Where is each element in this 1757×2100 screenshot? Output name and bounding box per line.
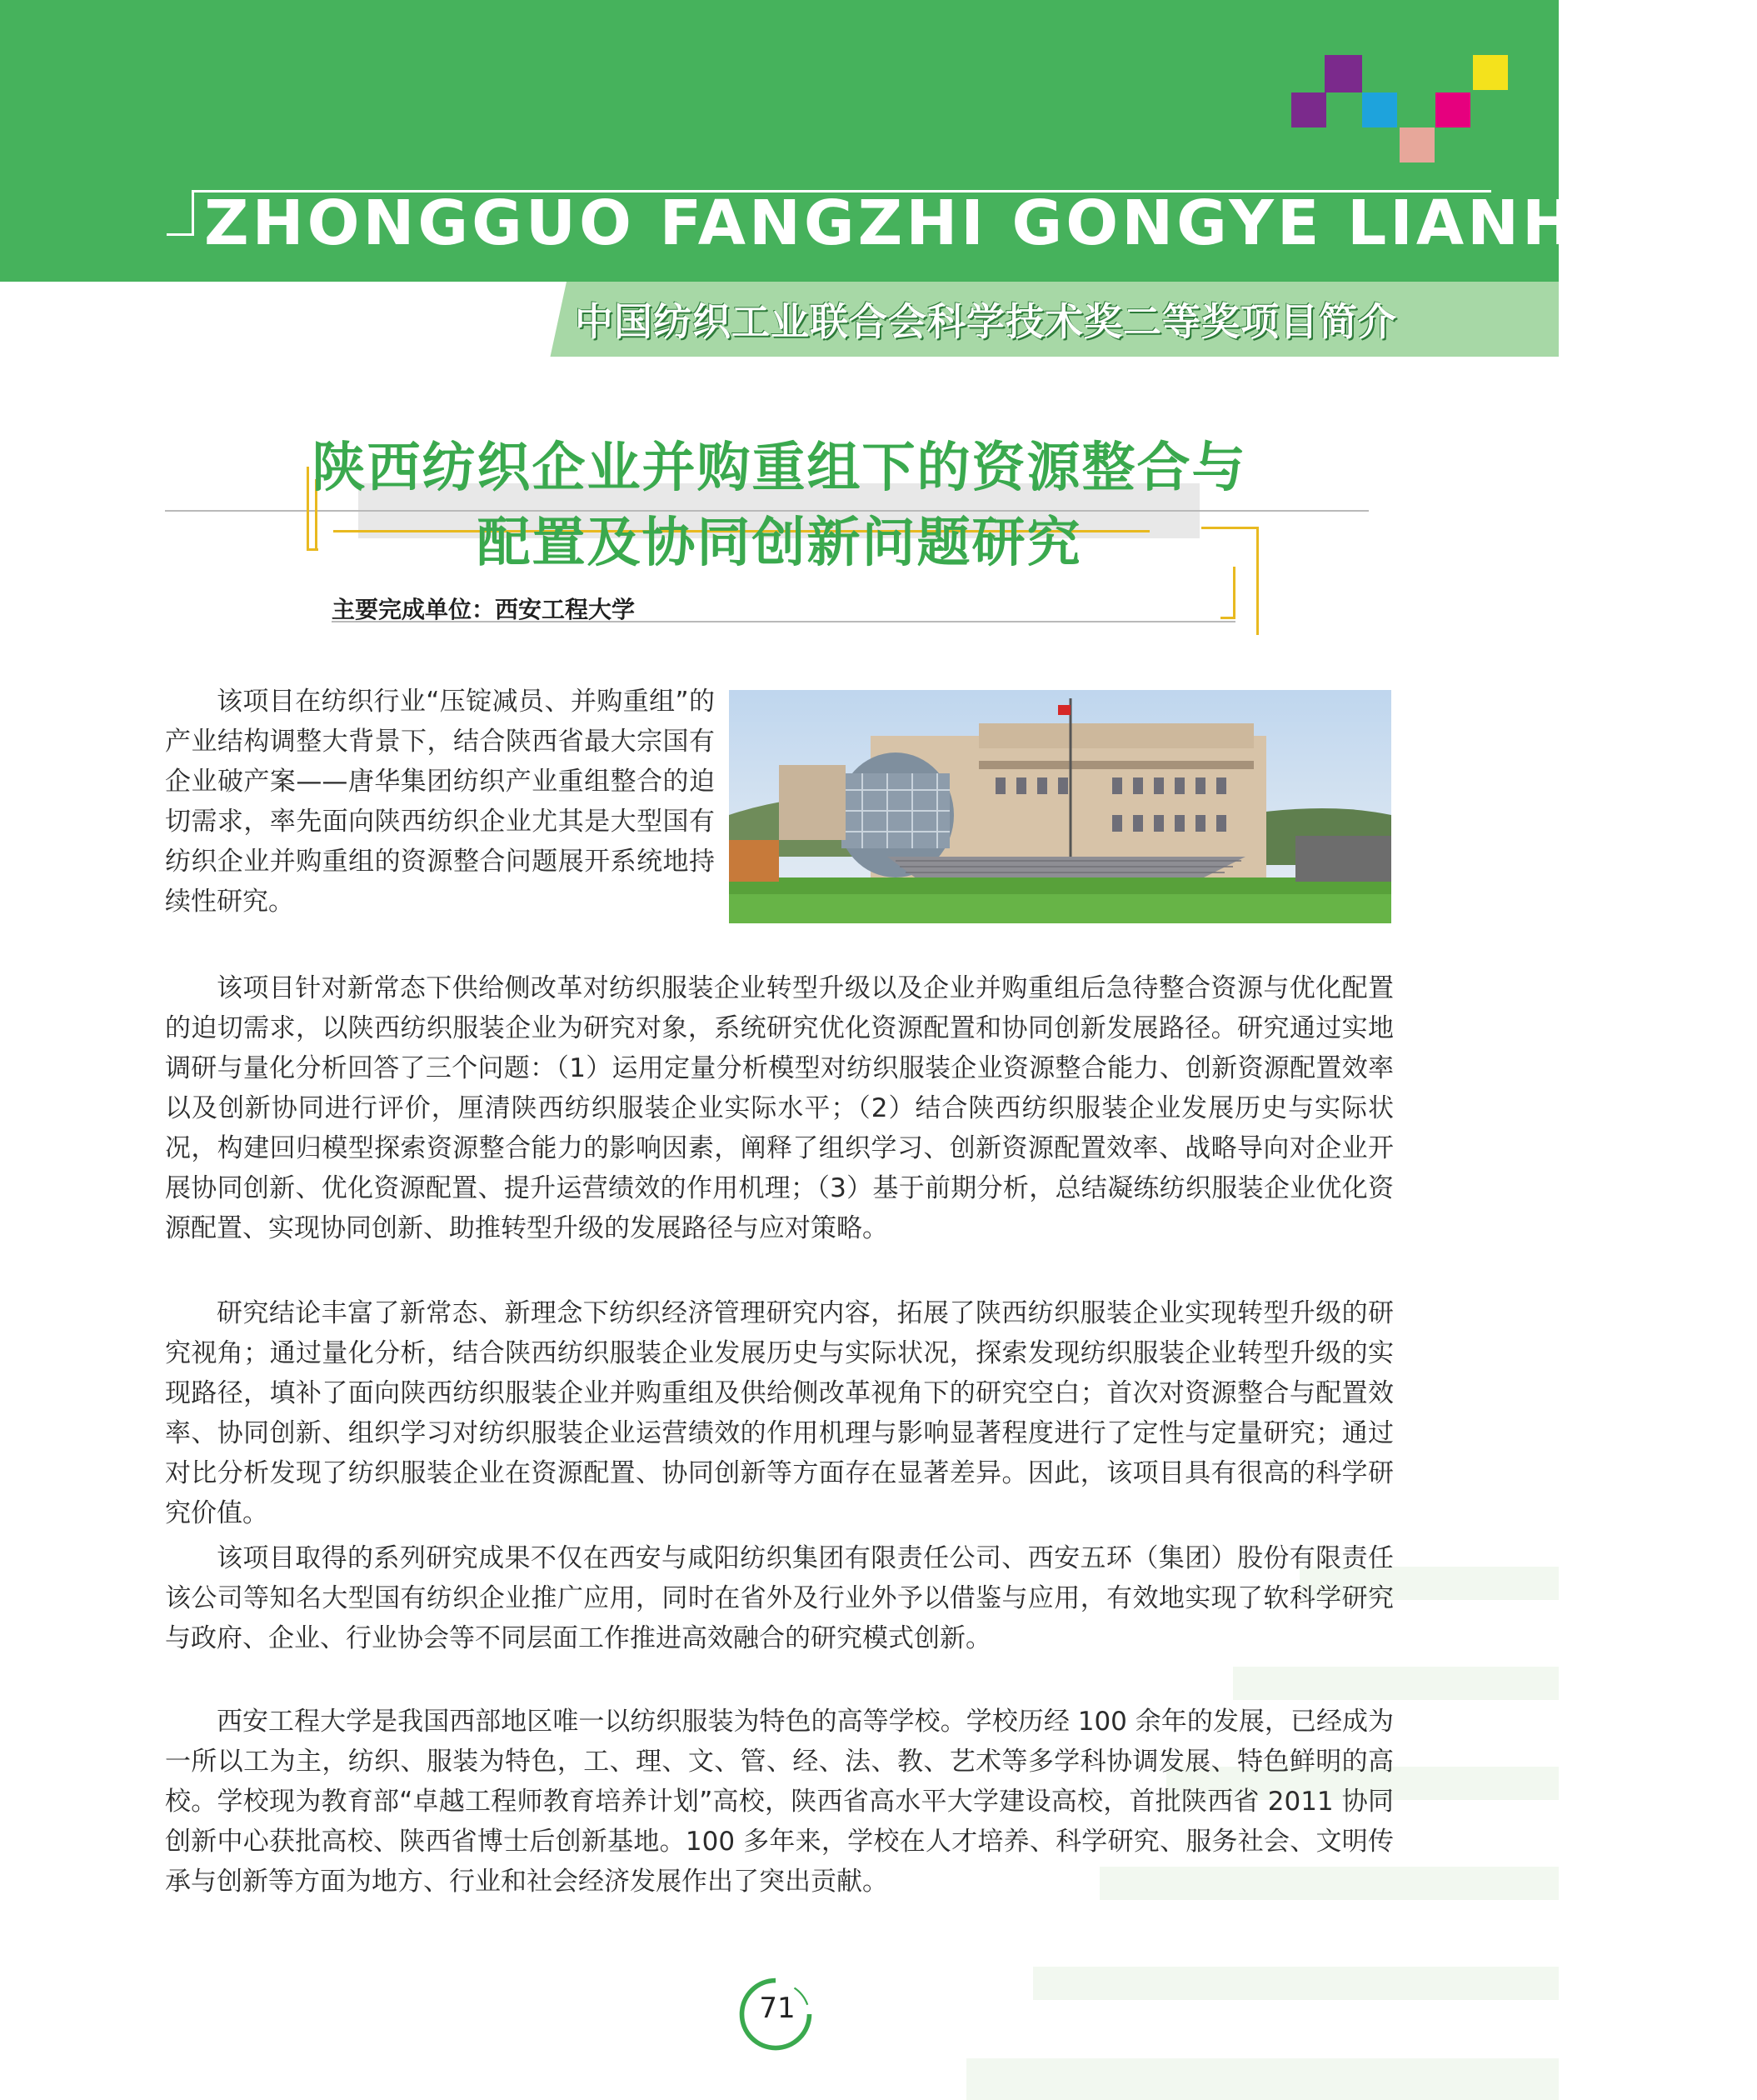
paragraph-3: 研究结论丰富了新常态、新理念下纺织经济管理研究内容，拓展了陕西纺织服装企业实现转型升级的研究视角；通过量化分析，结合陕西纺织服装企业发展历史与实际状况，探索发现纺织服装企业转型升级的实现路径，填补了面向陕西纺织服装企业并购重组及供给侧改革视角下的研究空白；首次对资源整合与配置效率、协同创新、组织学习对纺织服装企业运营绩效的作用机理与影响显著程度进行了定性与定量研究；通过对比分析发现了纺织服装企业在资源配置、协同创新等方面存在显著差异。因此，该项目具有很高的科学研究价值。 — [165, 1298, 1394, 1528]
article-title-line2: 配置及协同创新问题研究 — [477, 512, 1082, 574]
bg-stair-2 — [1233, 1667, 1559, 1700]
paragraph-2: 该项目针对新常态下供给侧改革对纺织服装企业转型升级以及企业并购重组后急待整合资源与优化配置的迫切需求，以陕西纺织服装企业为研究对象，系统研究优化资源配置和协同创新发展路径。研究通过实地调研与量化分析回答了三个问题：（1）运用定量分析模型对纺织服装企业资源整合能力、创新资源配置效率以及创新协同进行评价，厘清陕西纺织服装企业实际水平；（2）结合陕西纺织服装企业发展历史与实际状况，构建回归模型探索资源整合能力的影响因素，阐释了组织学习、创新资源配置效率、战略导向对企业开展协同创新、优化资源配置、提升运营绩效的作用机理；（3）基于前期分析，总结凝练纺织服装企业优化资源配置、实现协同创新、助推转型升级的发展路径与应对策略。 — [165, 973, 1394, 1243]
header-subtitle: 中国纺织工业联合会科学技术奖二等奖项目简介 — [575, 299, 1397, 344]
bg-stair-6 — [966, 2058, 1559, 2100]
deco-square-pink — [1400, 128, 1435, 162]
deco-square-purple-1 — [1325, 55, 1362, 92]
completing-unit: 主要完成单位：西安工程大学 — [332, 596, 636, 623]
paragraph-5: 西安工程大学是我国西部地区唯一以纺织服装为特色的高等学校。学校历经 100 余年的发展，已经成为一所以工为主，纺织、服装为特色，工、理、文、管、经、法、教、艺术等多学科协调发展、特色鲜明的高校。学校现为教育部“卓越工程师教育培养计划”高校，陕西省高水平大学建设高校，首批陕西省 2011 协同创新中心获批高校、陕西省博士后创新基地。100 多年来，学校在人才培养、科学研究、服务社会、文明传承与创新等方面为地方、行业和社会经济发展作出了突出贡献。 — [165, 1707, 1394, 1897]
header-rule-left-tick — [167, 233, 194, 236]
paragraph-4: 该项目取得的系列研究成果不仅在西安与咸阳纺织集团有限责任公司、西安五环（集团）股份有限责任该公司等知名大型国有纺织企业推广应用，同时在省外及行业外予以借鉴与应用，有效地实现了软科学研究与政府、企业、行业协会等不同层面工作推进高效融合的研究模式创新。 — [165, 1543, 1394, 1653]
gold-frame-right-h2 — [1220, 617, 1235, 619]
campus-building-photo — [729, 690, 1391, 923]
page-number: 71 — [759, 1992, 796, 2025]
bg-stair-5 — [1033, 1967, 1559, 2000]
paragraph-1: 该项目在纺织行业“压锭减员、并购重组”的产业结构调整大背景下，结合陕西省最大宗国有企业破产案——唐华集团纺织产业重组整合的迫切需求，率先面向陕西纺织企业尤其是大型国有纺织企业并购重组的资源整合问题展开系统地持续性研究。 — [165, 687, 715, 917]
header-latin-title: ZHONGGUO FANGZHI GONGYE LIANHEHUI — [204, 188, 1757, 259]
deco-square-cyan — [1362, 92, 1397, 128]
deco-square-magenta — [1435, 92, 1470, 128]
article-title-line1: 陕西纺织企业并购重组下的资源整合与 — [312, 438, 1247, 499]
header-rule-left — [192, 190, 194, 236]
deco-square-purple-2 — [1291, 92, 1326, 128]
deco-square-yellow — [1473, 55, 1508, 90]
